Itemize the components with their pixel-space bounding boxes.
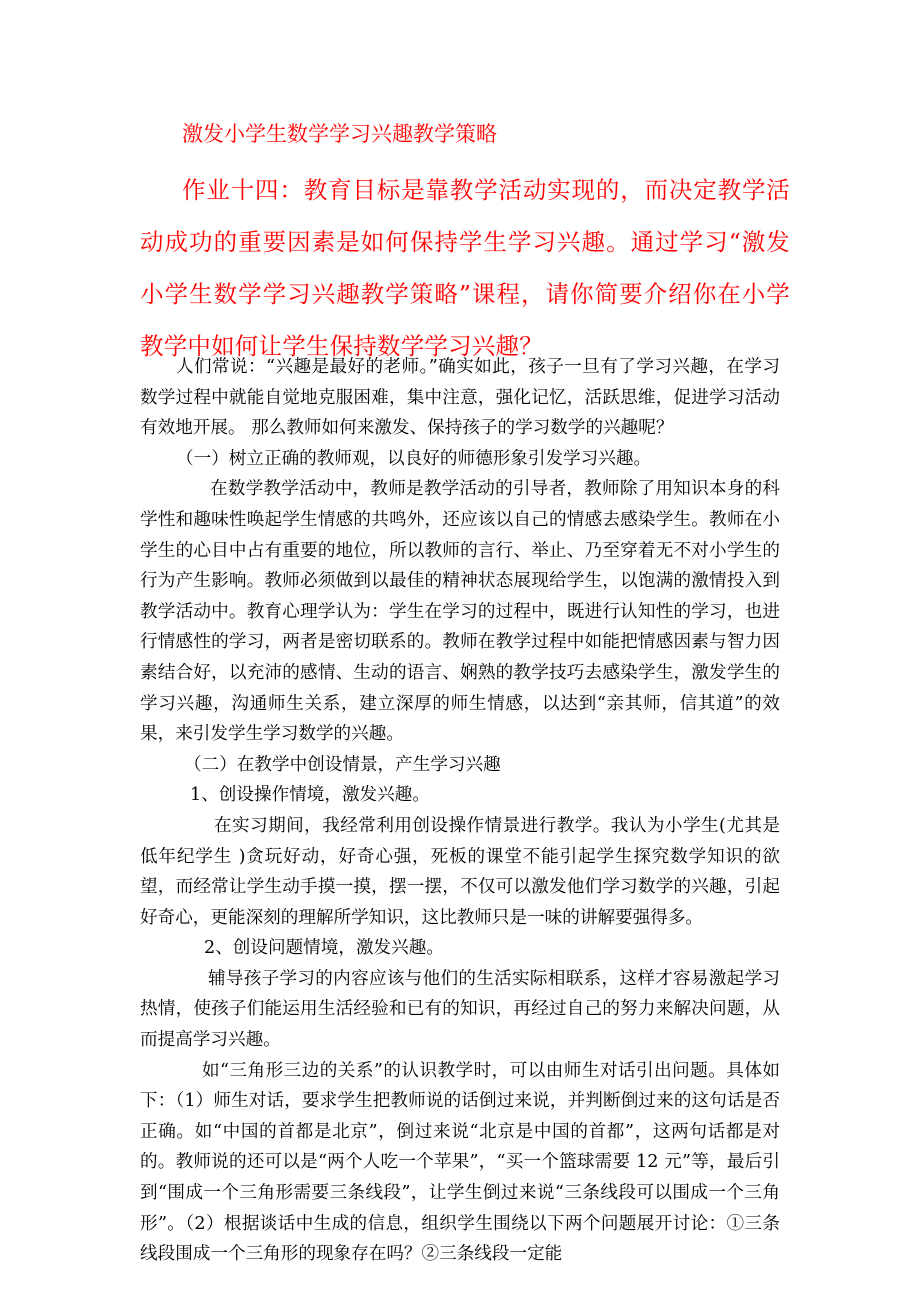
assignment-prompt: 作业十四：教育目标是靠教学活动实现的，而决定教学活动成功的重要因素是如何保持学生学习兴趣。通过学习“激发小学生数学学习兴趣教学策略”课程，请你简要介绍你在小学教学中如何让学生保持数学学习兴趣？ (140, 176, 790, 360)
essay-body (140, 352, 780, 1270)
example-paragraph: 如“三角形三边的关系”的认识教学时，可以由师生对话引出问题。具体如下：（1）师生对话，要求学生把教师说的话倒过来说，并判断倒过来的这句话是否正确。如“中国的首都是北京”，倒过来说“北京是中国的首都”，这两句话都是对的。教师说的还可以是“两个人吃一个苹果”，“买一个篮球需要 12 元”等，最后引到“围成一个三角形需要三条线段”，让学生倒过来说“三条线段可以围成一个三角形”。（2）根据谈话中生成的信息，组织学生围绕以下两个问题展开讨论：①三条线段围成一个三角形的现象存在吗？②三条线段一定能 (140, 1060, 780, 1265)
subsection-2-paragraph: 辅导孩子学习的内容应该与他们的生活实际相联系，这样才容易激起学习热情，使孩子们能运用生活经验和已有的知识，再经过自己的努力来解决问题，从而提高学习兴趣。 (140, 968, 780, 1051)
section-heading-2: （二）在教学中创设情景，产生学习兴趣 (184, 754, 501, 775)
intro-paragraph: 人们常说：“兴趣是最好的老师。”确实如此，孩子一旦有了学习兴趣，在学习数学过程中就能自觉地克服困难，集中注意，强化记忆，活跃思维，促进学习活动有效地开展。 那么教师如何来激发、保持孩子的学习数学的兴趣呢？ (140, 357, 780, 439)
subheading-1: 1、创设操作情境，激发兴趣。 (190, 785, 430, 806)
section-1-paragraph: 在数学教学活动中，教师是教学活动的引导者，教师除了用知识本身的科学性和趣味性唤起学生情感的共鸣外，还应该以自己的情感去感染学生。教师在小学生的心目中占有重要的地位，所以教师的言行、举止、乃至穿着无不对小学生的行为产生影响。教师必须做到以最佳的精神状态展现给学生，以饱满的激情投入到教学活动中。教育心理学认为：学生在学习的过程中，既进行认知性的学习，也进行情感性的学习，两者是密切联系的。教师在教学过程中如能把情感因素与智力因素结合好，以充沛的感情、生动的语言、娴熟的教学技巧去感染学生，激发学生的学习兴趣，沟通师生关系，建立深厚的师生情感，以达到“亲其师，信其道”的效果，来引发学生学习数学的兴趣。 (140, 479, 780, 745)
section-heading-1: （一）树立正确的教师观，以良好的师德形象引发学习兴趣。 (176, 448, 652, 469)
document-title: 激发小学生数学学习兴趣教学策略 (182, 122, 497, 146)
subheading-2: 2、创设问题情境，激发兴趣。 (204, 938, 444, 959)
subsection-1-paragraph: 在实习期间，我经常利用创设操作情景进行教学。我认为小学生(尤其是低年纪学生 )贪玩好动，好奇心强，死板的课堂不能引起学生探究数学知识的欲望，而经常让学生动手摸一摸，摆一摆，不仅可以激发他们学习数学的兴趣，引起好奇心，更能深刻的理解所学知识，这比教师只是一味的讲解要强得多。 (140, 815, 780, 928)
